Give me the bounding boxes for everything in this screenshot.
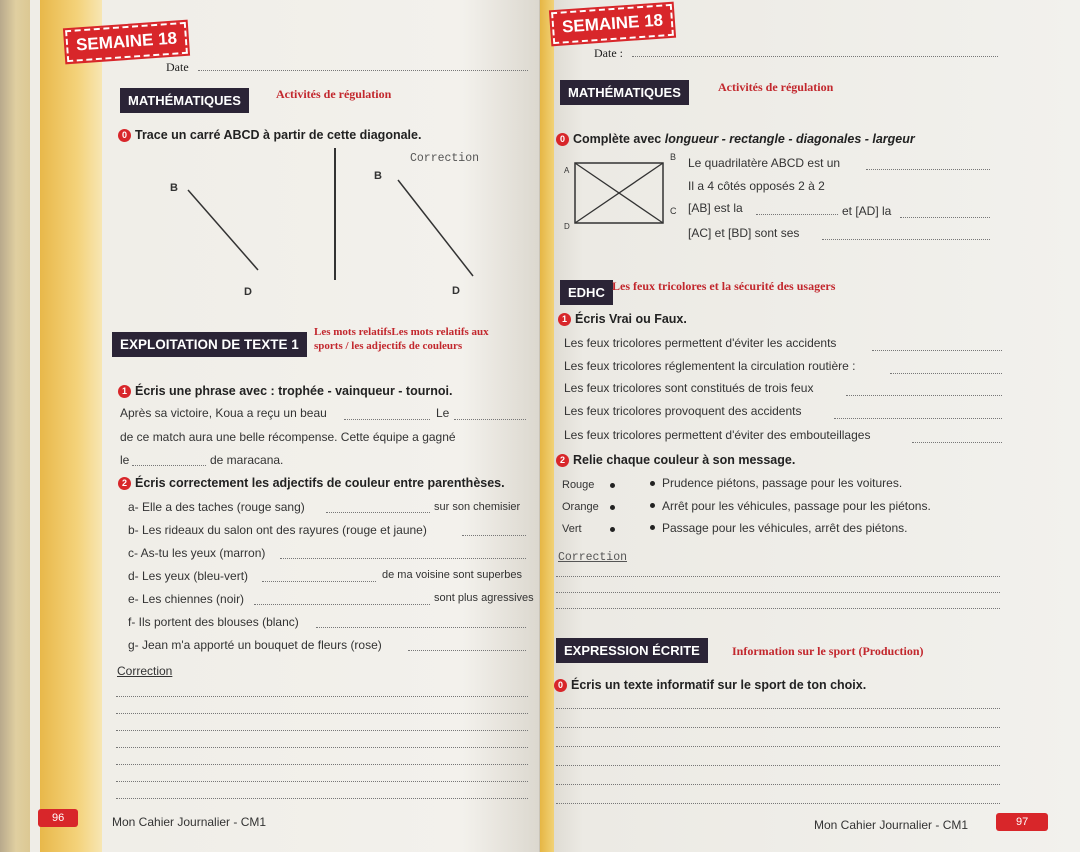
point-b: B <box>170 182 178 194</box>
match-dot <box>650 503 655 508</box>
question-number: 0 <box>118 129 131 142</box>
match-dot <box>610 483 615 488</box>
question-number: 0 <box>554 679 567 692</box>
point-a: A <box>564 166 570 175</box>
writing-line <box>556 727 1000 728</box>
question-2 <box>556 453 795 467</box>
item-g: g- Jean m'a apporté un bouquet de fleurs (rose) <box>128 638 382 652</box>
point-c: C <box>670 206 677 216</box>
item-e: e- Les chiennes (noir) <box>128 592 245 606</box>
true-false-item: Les feux tricolores provoquent des accidents <box>564 404 802 418</box>
sentence-line-2: de ce match aura une belle récompense. Cette équipe a gagné <box>120 430 456 444</box>
sentence-line-1a: Après sa victoire, Koua a reçu un beau <box>120 406 327 420</box>
blank-line <box>890 373 1002 374</box>
given-diagonal <box>188 190 258 270</box>
question-number: 2 <box>556 454 569 467</box>
question-number: 0 <box>556 133 569 146</box>
date-label: Date <box>166 60 189 74</box>
blank-line <box>834 418 1002 419</box>
blank-line <box>344 419 430 420</box>
question-number: 1 <box>558 313 571 326</box>
question-3 <box>554 678 866 692</box>
footer-title: Mon Cahier Journalier - CM1 <box>112 815 267 829</box>
math-subtitle: Activités de régulation <box>718 80 834 94</box>
sentence-line-1b: Le <box>436 406 450 420</box>
item-c: c- As-tu les yeux (marron) <box>128 546 266 560</box>
color-rouge: Rouge <box>562 479 595 491</box>
right-margin-strip <box>540 0 554 852</box>
point-d: D <box>452 285 460 297</box>
writing-line <box>116 730 528 731</box>
blank-line <box>280 558 526 559</box>
expression-subtitle: Information sur le sport (Production) <box>732 644 924 658</box>
point-b: B <box>374 170 382 182</box>
rect-line-3a: [AB] est la <box>688 201 743 215</box>
date-label: Date : <box>594 46 623 60</box>
right-page <box>540 0 1080 852</box>
writing-line <box>556 765 1000 766</box>
item-e-end: sont plus agressives <box>434 592 534 604</box>
date-line <box>632 56 998 57</box>
rect-line-4: [AC] et [BD] sont ses <box>688 226 800 240</box>
writing-line <box>556 608 1000 609</box>
blank-line <box>408 650 526 651</box>
exploitation-subtitle-1: Les mots relatifsLes mots relatifs aux <box>314 326 489 338</box>
blank-line <box>912 442 1002 443</box>
true-false-item: Les feux tricolores réglementent la circulation routière : <box>564 359 856 373</box>
diagonal-drawing <box>100 140 540 310</box>
writing-line <box>116 713 528 714</box>
exploitation-subtitle-2: sports / les adjectifs de couleurs <box>314 340 463 352</box>
question-text: Écris une phrase avec : trophée - vainqueur - tournoi. <box>135 384 453 398</box>
question-number: 2 <box>118 477 131 490</box>
left-margin-strip <box>40 0 102 852</box>
correction-label: Correction <box>558 551 628 564</box>
question-text: Écris Vrai ou Faux. <box>575 312 687 326</box>
blank-line <box>866 169 990 170</box>
point-d: D <box>244 286 252 298</box>
sentence-line-3a: le <box>120 453 130 467</box>
question-0 <box>556 132 915 146</box>
blank-line <box>846 395 1002 396</box>
question-text: Trace un carré ABCD à partir de cette diagonale. <box>135 128 422 142</box>
week-label: SEMAINE 18 <box>551 4 674 44</box>
true-false-item: Les feux tricolores permettent d'éviter les accidents <box>564 336 837 350</box>
item-a-end: sur son chemisier <box>434 501 521 513</box>
question-text: Complète avec <box>573 132 662 146</box>
correction-label: Correction <box>410 152 480 165</box>
match-dot <box>650 481 655 486</box>
page-number: 96 <box>38 809 78 827</box>
correction-heading: Correction <box>117 664 173 678</box>
writing-line <box>556 592 1000 593</box>
blank-line <box>316 627 526 628</box>
rect-line-2: Il a 4 côtés opposés 2 à 2 <box>688 179 825 193</box>
writing-line <box>116 747 528 748</box>
page-number: 97 <box>996 813 1048 831</box>
point-d: D <box>564 222 570 231</box>
true-false-item: Les feux tricolores sont constitués de trois feux <box>564 381 814 395</box>
word-list: longueur - rectangle - diagonales - largeur <box>664 132 915 146</box>
item-f: f- Ils portent des blouses (blanc) <box>128 615 299 629</box>
edhc-badge: EDHC <box>560 280 613 305</box>
question-text: Relie chaque couleur à son message. <box>573 453 796 467</box>
expression-badge: EXPRESSION ÉCRITE <box>556 638 708 663</box>
math-badge: MATHÉMATIQUES <box>120 88 249 113</box>
item-d: d- Les yeux (bleu-vert) <box>128 569 249 583</box>
match-dot <box>650 525 655 530</box>
item-d-end: de ma voisine sont superbes <box>382 569 523 581</box>
week-label: SEMAINE 18 <box>65 22 188 62</box>
date-line <box>198 70 528 71</box>
writing-line <box>116 798 528 799</box>
point-b: B <box>670 152 677 162</box>
edhc-subtitle: Les feux tricolores et la sécurité des usagers <box>612 279 836 293</box>
message-3: Passage pour les véhicules, arrêt des piétons. <box>662 521 908 535</box>
writing-line <box>116 764 528 765</box>
message-2: Arrêt pour les véhicules, passage pour les piétons. <box>662 499 931 513</box>
question-1 <box>558 312 687 326</box>
true-false-item: Les feux tricolores permettent d'éviter des embouteillages <box>564 428 871 442</box>
question-number: 1 <box>118 385 131 398</box>
writing-line <box>116 781 528 782</box>
rectangle-abcd-figure <box>570 158 670 228</box>
blank-line <box>756 214 838 215</box>
blank-line <box>326 512 430 513</box>
math-badge: MATHÉMATIQUES <box>560 80 689 105</box>
sentence-line-3b: de maracana. <box>210 453 284 467</box>
item-b: b- Les rideaux du salon ont des rayures (rouge et jaune) <box>128 523 427 537</box>
blank-line <box>462 535 526 536</box>
correction-diagonal <box>398 180 473 276</box>
match-dot <box>610 527 615 532</box>
writing-line <box>556 803 1000 804</box>
item-a: a- Elle a des taches (rouge sang) <box>128 500 305 514</box>
writing-line <box>556 746 1000 747</box>
question-text: Écris correctement les adjectifs de couleur entre parenthèses. <box>135 476 505 490</box>
color-vert: Vert <box>562 523 582 535</box>
math-subtitle: Activités de régulation <box>276 87 392 101</box>
rect-line-1: Le quadrilatère ABCD est un <box>688 156 841 170</box>
blank-line <box>132 465 206 466</box>
question-1 <box>118 384 452 398</box>
blank-line <box>262 581 376 582</box>
blank-line <box>900 217 990 218</box>
match-dot <box>610 505 615 510</box>
rect-line-3b: et [AD] la <box>842 204 892 218</box>
writing-line <box>556 576 1000 577</box>
writing-line <box>556 708 1000 709</box>
footer-title: Mon Cahier Journalier - CM1 <box>814 818 969 832</box>
blank-line <box>872 350 1002 351</box>
question-text: Écris un texte informatif sur le sport de ton choix. <box>571 678 867 692</box>
question-2 <box>118 476 505 490</box>
blank-line <box>822 239 990 240</box>
writing-line <box>116 696 528 697</box>
message-1: Prudence piétons, passage pour les voitures. <box>662 476 903 490</box>
blank-line <box>254 604 430 605</box>
color-orange: Orange <box>562 501 599 513</box>
exploitation-badge: EXPLOITATION DE TEXTE 1 <box>112 332 307 357</box>
blank-line <box>454 419 526 420</box>
writing-line <box>556 784 1000 785</box>
